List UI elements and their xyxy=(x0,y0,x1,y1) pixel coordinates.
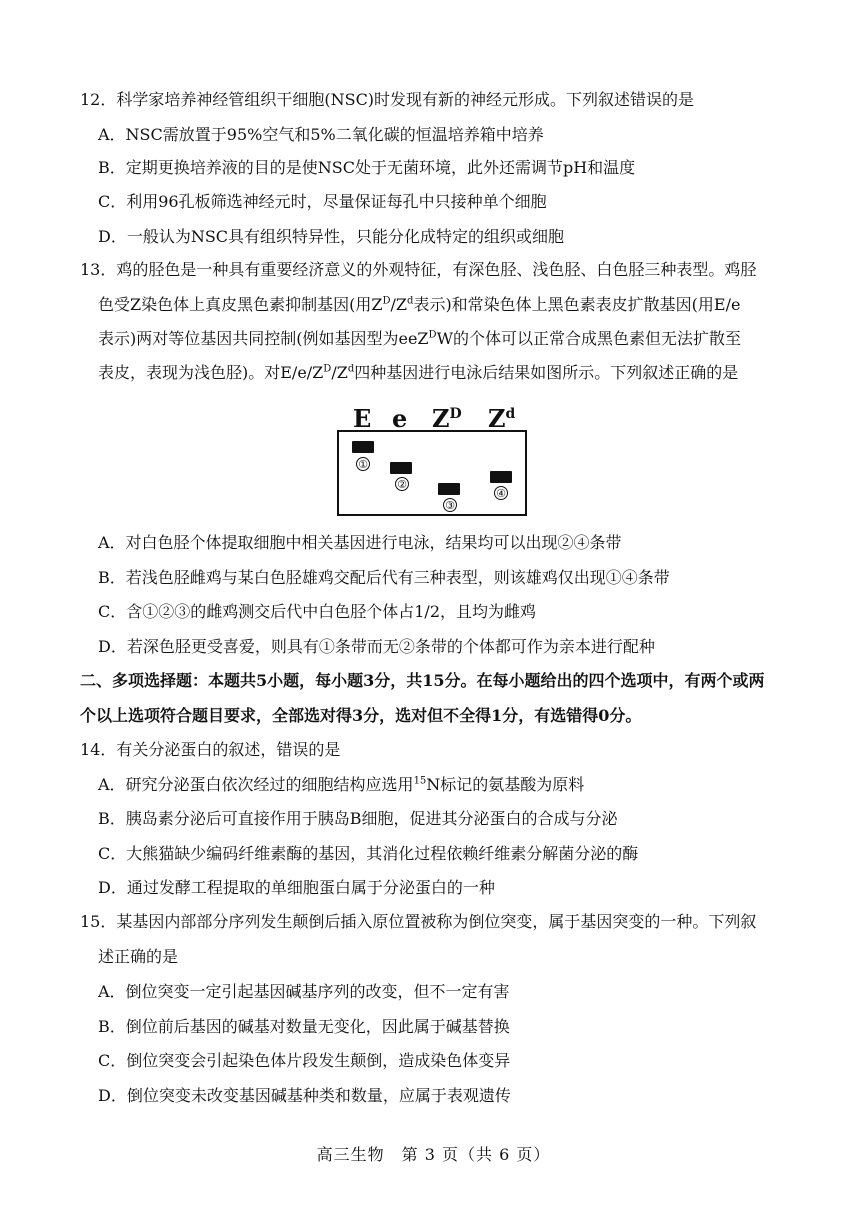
gel-header-E: E xyxy=(353,404,372,433)
page-footer: 高三生物 第 3 页（共 6 页） xyxy=(316,1145,551,1164)
electrophoresis-gel xyxy=(337,430,527,516)
q12-option-c: C．利用96孔板筛选神经元时，尽量保证每孔中只接种单个细胞 xyxy=(98,192,547,211)
q14-stem: 14．有关分泌蛋白的叙述，错误的是 xyxy=(80,740,341,759)
section2-heading-line1: 二、多项选择题：本题共5小题，每小题3分，共15分。在每小题给出的四个选项中，有两个或两 xyxy=(80,671,765,690)
q15-option-a: A．倒位突变一定引起基因碱基序列的改变，但不一定有害 xyxy=(98,982,510,1001)
q14-option-b: B．胰岛素分泌后可直接作用于胰岛B细胞，促进其分泌蛋白的合成与分泌 xyxy=(98,809,618,828)
gel-band-label-2: ② xyxy=(395,477,409,491)
q15-stem-line2: 述正确的是 xyxy=(98,947,179,966)
gel-band-4 xyxy=(490,471,512,483)
q14-option-d: D．通过发酵工程提取的单细胞蛋白属于分泌蛋白的一种 xyxy=(98,878,495,897)
q14-option-a: A．研究分泌蛋白依次经过的细胞结构应选用$^{15}$N标记的氨基酸为原料 xyxy=(98,775,585,794)
q14-option-c: C．大熊猫缺少编码纤维素酶的基因，其消化过程依赖纤维素分解菌分泌的酶 xyxy=(98,844,639,863)
q13-option-d: D．若深色胫更受喜爱，则具有①条带而无②条带的个体都可作为亲本进行配种 xyxy=(98,637,655,656)
gel-band-label-4: ④ xyxy=(494,486,508,500)
q12-option-a: A．NSC需放置于95%空气和5%二氧化碳的恒温培养箱中培养 xyxy=(98,125,544,144)
q13-stem-line1: 13．鸡的胫色是一种具有重要经济意义的外观特征，有深色胫、浅色胫、白色胫三种表型。鸡胫 xyxy=(80,260,757,279)
q12-stem: 12．科学家培养神经管组织干细胞(NSC)时发现有新的神经元形成。下列叙述错误的是 xyxy=(80,90,695,109)
q13-stem-line2: 色受Z染色体上真皮黑色素抑制基因(用$Z^D/Z^d$表示)和常染色体上黑色素表皮扩散基因(用E/e xyxy=(98,295,741,314)
gel-band-1 xyxy=(352,441,374,453)
q13-option-a: A．对白色胫个体提取细胞中相关基因进行电泳，结果均可以出现②④条带 xyxy=(98,533,622,552)
gel-header-e: e xyxy=(392,404,408,433)
gel-band-3 xyxy=(438,483,460,495)
q15-option-b: B．倒位前后基因的碱基对数量无变化，因此属于碱基替换 xyxy=(98,1017,510,1036)
q15-option-d: D．倒位突变未改变基因碱基种类和数量，应属于表观遗传 xyxy=(98,1086,511,1105)
q13-stem-line3: 表示)两对等位基因共同控制(例如基因型为eeZ$^D$W的个体可以正常合成黑色素但无法扩散至 xyxy=(98,329,742,348)
q13-option-c: C．含①②③的雌鸡测交后代中白色胫个体占1/2，且均为雌鸡 xyxy=(98,602,536,621)
q13-option-b: B．若浅色胫雌鸡与某白色胫雄鸡交配后代有三种表型，则该雄鸡仅出现①④条带 xyxy=(98,568,670,587)
q12-option-d: D．一般认为NSC具有组织特异性，只能分化成特定的组织或细胞 xyxy=(98,227,565,246)
gel-band-label-3: ③ xyxy=(443,498,457,512)
section2-heading-line2: 个以上选项符合题目要求，全部选对得3分，选对但不全得1分，有选错得0分。 xyxy=(80,706,642,725)
q13-stem-line4: 表皮，表现为浅色胫)。对$E/e/Z^D/Z^d$四种基因进行电泳后结果如图所示。下列叙述正确的是 xyxy=(98,363,739,382)
gel-header-Zd: $Z^d$ xyxy=(488,404,516,433)
gel-band-label-1: ① xyxy=(356,457,370,471)
q12-option-b: B．定期更换培养液的目的是使NSC处于无菌环境，此外还需调节pH和温度 xyxy=(98,158,636,177)
q15-option-c: C．倒位突变会引起染色体片段发生颠倒，造成染色体变异 xyxy=(98,1051,511,1070)
q15-stem-line1: 15．某基因内部部分序列发生颠倒后插入原位置被称为倒位突变，属于基因突变的一种。下列叙 xyxy=(80,912,757,931)
gel-header-ZD: $Z^D$ xyxy=(432,404,462,433)
gel-band-2 xyxy=(390,462,412,474)
